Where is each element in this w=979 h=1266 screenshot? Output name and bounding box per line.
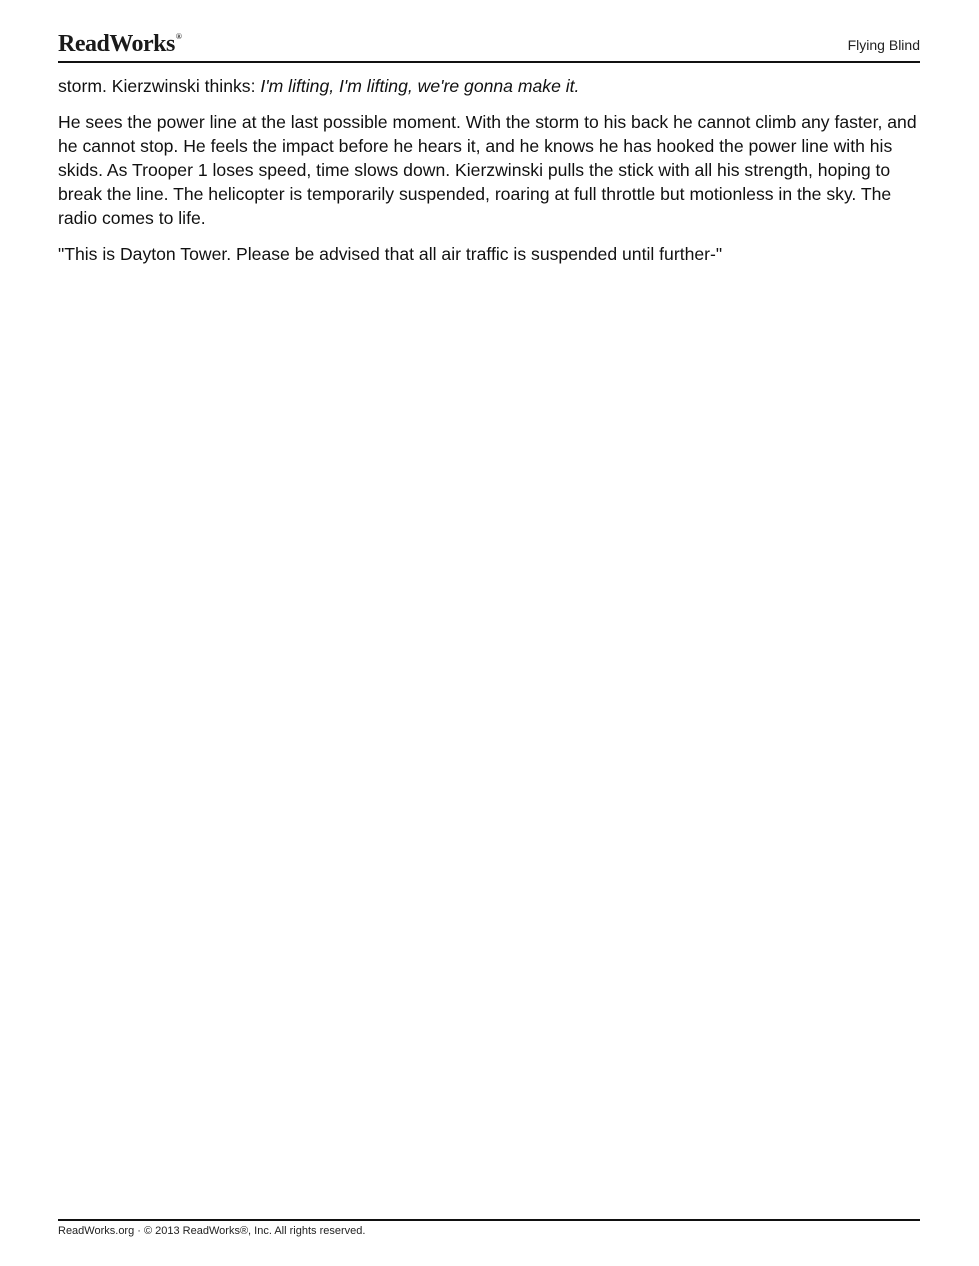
paragraph-1 xyxy=(58,74,920,98)
readworks-logo xyxy=(58,32,181,56)
document-title: Flying Blind xyxy=(847,37,920,53)
copyright-text: ReadWorks.org · © 2013 ReadWorks®, Inc. All rights reserved. xyxy=(58,1225,366,1237)
paragraph-2: He sees the power line at the last possible moment. With the storm to his back he cannot climb any faster, and he cannot stop. He feels the impact before he hears it, and he knows he has hooked the power line with his skids. As Trooper 1 loses speed, time slows down. Kierzwinski pulls the stick with all his strength, hoping to break the line. The helicopter is temporarily suspended, roaring at full throttle but motionless in the sky. The radio comes to life. xyxy=(58,112,917,228)
paragraph-3: "This is Dayton Tower. Please be advised that all air traffic is suspended until further-" xyxy=(58,244,723,264)
page-footer xyxy=(58,1219,920,1237)
page-header xyxy=(58,30,920,63)
paragraph-1-italic: I'm lifting, I'm lifting, we're gonna make it. xyxy=(260,76,580,96)
registered-mark: ® xyxy=(175,32,182,41)
paragraph-1-text: storm. Kierzwinski thinks: xyxy=(58,76,261,96)
logo-text: ReadWorks xyxy=(58,31,175,57)
passage-body xyxy=(58,74,920,278)
